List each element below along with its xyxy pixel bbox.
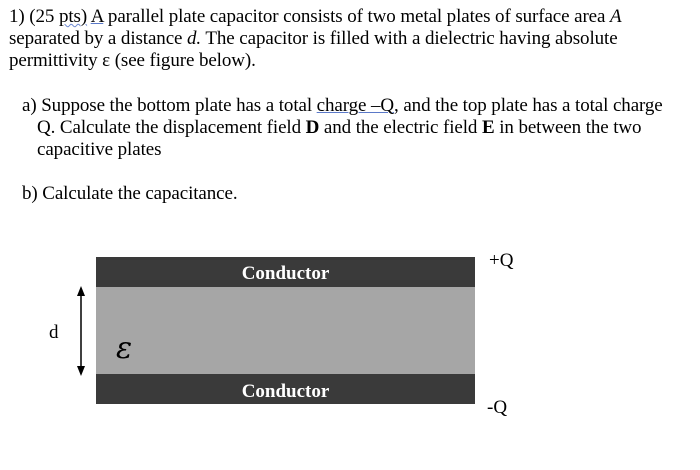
negative-charge-text: charge –Q	[316, 95, 395, 116]
displacement-field-symbol: D	[305, 117, 320, 138]
points-label: pts)	[58, 6, 88, 27]
part-a-line-3: capacitive plates	[37, 139, 162, 160]
area-symbol: A	[610, 6, 622, 27]
part-a-text: Q. Calculate the displacement field	[37, 117, 306, 138]
top-conductor-plate	[96, 257, 475, 287]
distance-symbol: d.	[187, 28, 202, 49]
part-a-line-2	[37, 117, 641, 139]
problem-number: 1) (25	[9, 6, 59, 27]
top-charge-label: +Q	[489, 250, 514, 271]
bottom-conductor-plate	[96, 374, 475, 404]
dielectric-region	[96, 287, 475, 374]
part-a-text: in between the two	[494, 117, 642, 138]
problem-line-2	[9, 28, 618, 50]
top-conductor-label: Conductor	[241, 263, 330, 284]
problem-text: The capacitor is filled with a dielectric having absolute	[201, 28, 618, 49]
gap-distance-label: d	[49, 322, 59, 343]
part-a-text: a) Suppose the bottom plate has a total	[22, 95, 317, 116]
bottom-conductor-label: Conductor	[241, 381, 330, 402]
double-arrow-icon	[75, 286, 87, 376]
permittivity-symbol: ε	[116, 331, 133, 366]
problem-text: separated by a distance	[9, 28, 188, 49]
bottom-charge-label: -Q	[487, 397, 508, 418]
article-a: A	[90, 6, 104, 27]
part-a-text: and the electric field	[319, 117, 482, 138]
part-a-text: , and the top plate has a total charge	[394, 95, 663, 116]
part-b-line: b) Calculate the capacitance.	[22, 183, 238, 204]
problem-text: parallel plate capacitor consists of two metal plates of surface area	[103, 6, 610, 27]
electric-field-symbol: E	[481, 117, 495, 138]
problem-line-1	[9, 6, 622, 28]
problem-line-3: permittivity ε (see figure below).	[9, 50, 256, 71]
part-a-line-1	[22, 95, 663, 117]
